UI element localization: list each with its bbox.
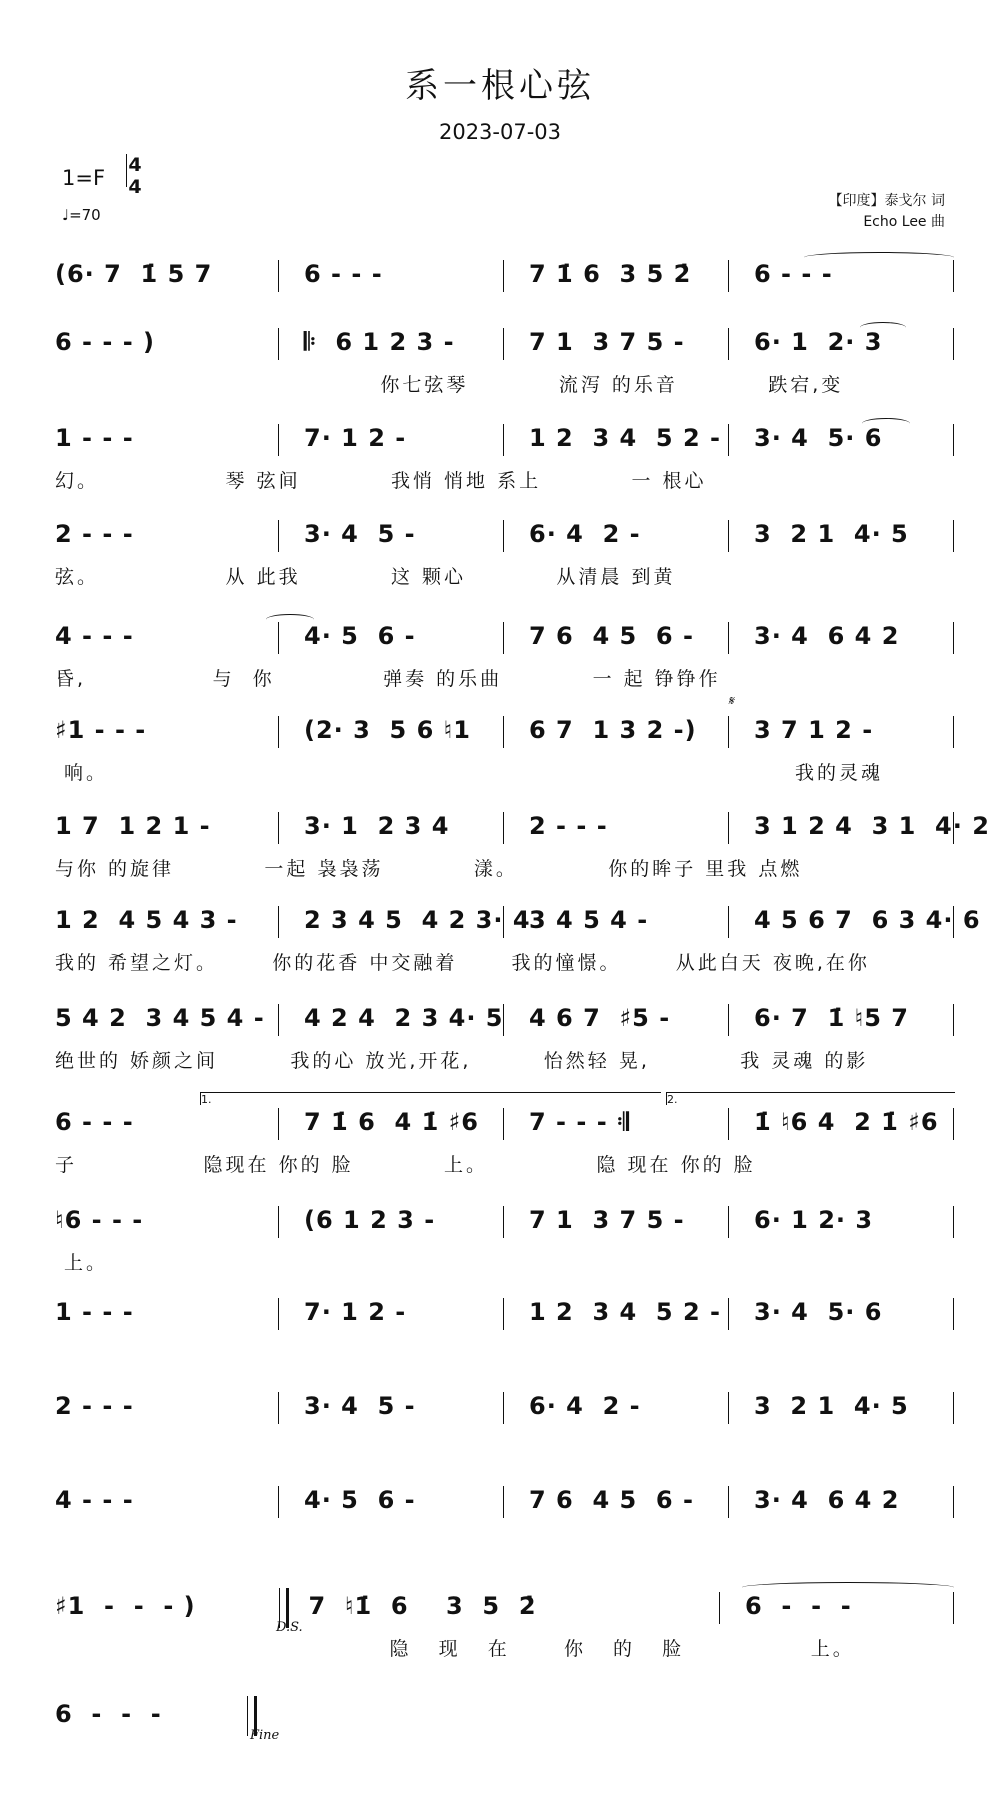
measure: 4 - - -	[55, 1486, 134, 1514]
time-signature-divider	[126, 154, 127, 187]
barline	[953, 1108, 954, 1140]
lyrics-line: 上。	[55, 1252, 109, 1274]
score-date: 2023-07-03	[438, 120, 562, 144]
notes-line	[55, 520, 955, 556]
composer-credit: Echo Lee 曲	[863, 214, 945, 230]
barline	[278, 1392, 279, 1424]
measure: 3 2 1 4· 5	[754, 520, 909, 548]
lyrics-line: 绝世的 娇颜之间 我的心 放光,开花, 怡然轻 晃, 我 灵魂 的影	[55, 1050, 869, 1072]
barline	[728, 812, 729, 844]
measure: 3 4 5 4 -	[529, 906, 649, 934]
lyrics-line: 我的 希望之灯。 你的花香 中交融着 我的憧憬。 从此白天 夜晚,在你	[55, 952, 870, 974]
measure: 3 2 1 4· 5	[754, 1392, 909, 1420]
barline	[503, 1108, 504, 1140]
barline	[503, 1486, 504, 1518]
measure: 1 7 1 2 1 -	[55, 812, 211, 840]
measure: 6 7 1 3 2 -)	[529, 716, 697, 744]
barline	[728, 424, 729, 456]
measure: 4 5 6 7 6 3 4· 6	[754, 906, 981, 934]
measure: ♮6 - - -	[55, 1206, 144, 1234]
barline	[278, 328, 279, 360]
measure: 7 6 4 5 6 -	[529, 1486, 694, 1514]
notes-line	[55, 1392, 955, 1428]
barline	[953, 1206, 954, 1238]
measure: 6 - - -	[55, 1700, 162, 1728]
notes-line	[55, 622, 955, 658]
barline	[728, 1108, 729, 1140]
measure: 6 - - - )	[55, 328, 155, 356]
notes-line	[55, 1592, 955, 1628]
tie-slur	[804, 252, 954, 263]
barline	[503, 260, 504, 292]
notes-line	[55, 424, 955, 460]
barline	[953, 260, 954, 292]
measure: (2· 3 5 6 ♮1	[304, 716, 471, 744]
barline	[953, 1392, 954, 1424]
tie-slur	[266, 614, 314, 625]
measure: 2 - - -	[55, 520, 134, 548]
notes-line	[55, 812, 990, 848]
barline	[728, 906, 729, 938]
volta-1-bracket: 1.	[200, 1092, 661, 1105]
measure: 𝄆 6 1 2 3 -	[304, 328, 455, 356]
measure: 7 1̇ 6 4 1̇ ♯6	[304, 1108, 479, 1136]
barline	[503, 716, 504, 748]
measure: 7 ♮1̇ 6 3 5 2̇	[308, 1592, 537, 1620]
measure: 2 - - -	[529, 812, 608, 840]
notes-line	[55, 716, 955, 752]
barline	[278, 520, 279, 552]
lyrics-line: 与你 的旋律 一起 袅袅荡 漾。 你的眸子 里我 点燃	[55, 858, 803, 880]
measure: 7 - - - 𝄇	[529, 1108, 630, 1136]
barline	[953, 424, 954, 456]
barline	[728, 520, 729, 552]
measure: 4· 5 6 -	[304, 1486, 416, 1514]
measure: ♯1 - - - )	[55, 1592, 196, 1620]
volta-2-bracket: 2.	[666, 1092, 955, 1105]
notes-line	[55, 1206, 955, 1242]
lyrics-line: 你七弦琴 流泻 的乐音 跌宕,变	[55, 374, 844, 396]
notes-line	[55, 260, 955, 296]
measure: 3· 4 6 4 2	[754, 622, 900, 650]
measure: 6 - - -	[745, 1592, 852, 1620]
measure: (6 1 2 3 -	[304, 1206, 436, 1234]
measure: 4 6 7 ♯5 -	[529, 1004, 671, 1032]
measure: 1 2 3 4 5 2 -	[529, 424, 721, 452]
barline	[728, 1004, 729, 1036]
measure: 7· 1 2 -	[304, 424, 407, 452]
measure: 7 1 3 7 5 -	[529, 1206, 685, 1234]
barline	[278, 1004, 279, 1036]
measure: 7 1 3 7 5 -	[529, 328, 685, 356]
barline	[953, 812, 954, 844]
barline	[953, 328, 954, 360]
notes-line	[55, 1486, 955, 1522]
barline	[953, 906, 954, 938]
barline	[503, 812, 504, 844]
measure: 4· 5 6 -	[304, 622, 416, 650]
measure: 3· 4 6 4 2	[754, 1486, 900, 1514]
barline	[953, 622, 954, 654]
barline	[503, 1392, 504, 1424]
measure: 1 - - -	[55, 1298, 134, 1326]
barline	[728, 260, 729, 292]
measure: 6· 1 2· 3	[754, 1206, 874, 1234]
score-title: 系一根心弦	[405, 66, 595, 106]
barline	[719, 1592, 720, 1624]
barline	[728, 716, 729, 748]
barline	[503, 328, 504, 360]
barline	[953, 1004, 954, 1036]
ds-mark: D.S.	[276, 1620, 303, 1635]
barline	[278, 716, 279, 748]
measure: 5 4 2 3 4 5 4 -	[55, 1004, 265, 1032]
measure: 6· 7 1̇ ♮5 7	[754, 1004, 909, 1032]
barline	[728, 1206, 729, 1238]
measure: 1 2 4 5 4 3 -	[55, 906, 238, 934]
barline	[728, 622, 729, 654]
fine-mark: Fine	[250, 1728, 280, 1743]
measure: (6· 7 1̇ 5 7	[55, 260, 213, 288]
measure: 7· 1 2 -	[304, 1298, 407, 1326]
barline	[953, 716, 954, 748]
measure: 1 2 3 4 5 2 -	[529, 1298, 721, 1326]
barline	[503, 622, 504, 654]
barline	[278, 1206, 279, 1238]
time-signature-bottom: 4	[128, 176, 142, 198]
barline	[503, 906, 504, 938]
barline	[278, 906, 279, 938]
barline	[728, 1486, 729, 1518]
barline	[278, 622, 279, 654]
measure: 3· 4 5 -	[304, 1392, 416, 1420]
barline	[728, 328, 729, 360]
key-signature: 1=F	[62, 166, 106, 190]
notes-line	[55, 1700, 955, 1736]
measure: 7 6 4 5 6 -	[529, 622, 694, 650]
barline	[503, 520, 504, 552]
tie-slur	[860, 322, 906, 333]
barline	[953, 1592, 954, 1624]
barline	[953, 1486, 954, 1518]
measure: 3 1 2 4 3 1 4· 2	[754, 812, 990, 840]
measure: 3· 1 2 3 4	[304, 812, 450, 840]
measure: 7 1̇ 6 3 5 2̇	[529, 260, 692, 288]
notes-line	[55, 1298, 955, 1334]
lyricist-credit: 【印度】泰戈尔 词	[828, 193, 945, 209]
measure: 1̇ ♮6 4 2 1̇ ♯6	[754, 1108, 939, 1136]
measure: 6 - - -	[55, 1108, 134, 1136]
barline	[503, 1298, 504, 1330]
tie-slur	[862, 418, 910, 429]
measure: 2 3 4 5 4 2 3· 4	[304, 906, 531, 934]
barline	[953, 1298, 954, 1330]
barline	[278, 260, 279, 292]
measure: 4 2 4 2 3 4· 5	[304, 1004, 504, 1032]
lyrics-line: 子 隐现在 你的 脸 上。 隐 现在 你的 脸	[55, 1154, 756, 1176]
barline	[503, 1206, 504, 1238]
measure: 4 - - -	[55, 622, 134, 650]
barline	[278, 1108, 279, 1140]
barline	[503, 424, 504, 456]
measure: 2 - - -	[55, 1392, 134, 1420]
lyrics-line: 幻。 琴 弦间 我悄 悄地 系上 一 根心	[55, 470, 707, 492]
barline	[728, 1392, 729, 1424]
measure: 1 - - -	[55, 424, 134, 452]
lyrics-line: 隐 现 在 你 的 脸 上。	[55, 1638, 855, 1660]
notes-line	[55, 906, 981, 942]
measure: ♯1 - - -	[55, 716, 147, 744]
measure: 3· 4 5· 6	[754, 1298, 883, 1326]
tempo-marking: ♩=70	[62, 206, 101, 224]
barline	[728, 1298, 729, 1330]
barline	[278, 1486, 279, 1518]
measure: 3· 4 5· 6	[754, 424, 883, 452]
lyrics-line: 响。 我的灵魂	[55, 762, 884, 784]
lyrics-line: 昏, 与 你 弹奏 的乐曲 一 起 铮铮作	[55, 668, 721, 690]
time-signature-top: 4	[128, 154, 142, 176]
measure: 6 - - -	[754, 260, 833, 288]
measure: 3 7 1 2 -	[754, 716, 874, 744]
time-signature	[124, 154, 146, 198]
measure: 6· 4 2 -	[529, 520, 641, 548]
measure: 6· 4 2 -	[529, 1392, 641, 1420]
barline	[278, 1298, 279, 1330]
measure: 6 - - -	[304, 260, 383, 288]
measure: 3· 4 5 -	[304, 520, 416, 548]
lyrics-line: 弦。 从 此我 这 颗心 从清晨 到黄	[55, 566, 676, 588]
segno-mark: 𝄋	[728, 694, 734, 709]
notes-line	[55, 1108, 955, 1144]
barline	[953, 520, 954, 552]
notes-line	[55, 1004, 955, 1040]
tie-slur	[742, 1582, 954, 1593]
barline	[278, 424, 279, 456]
measure: 6· 1 2· 3	[754, 328, 883, 356]
notes-line	[55, 328, 955, 364]
barline	[278, 812, 279, 844]
barline	[503, 1004, 504, 1036]
